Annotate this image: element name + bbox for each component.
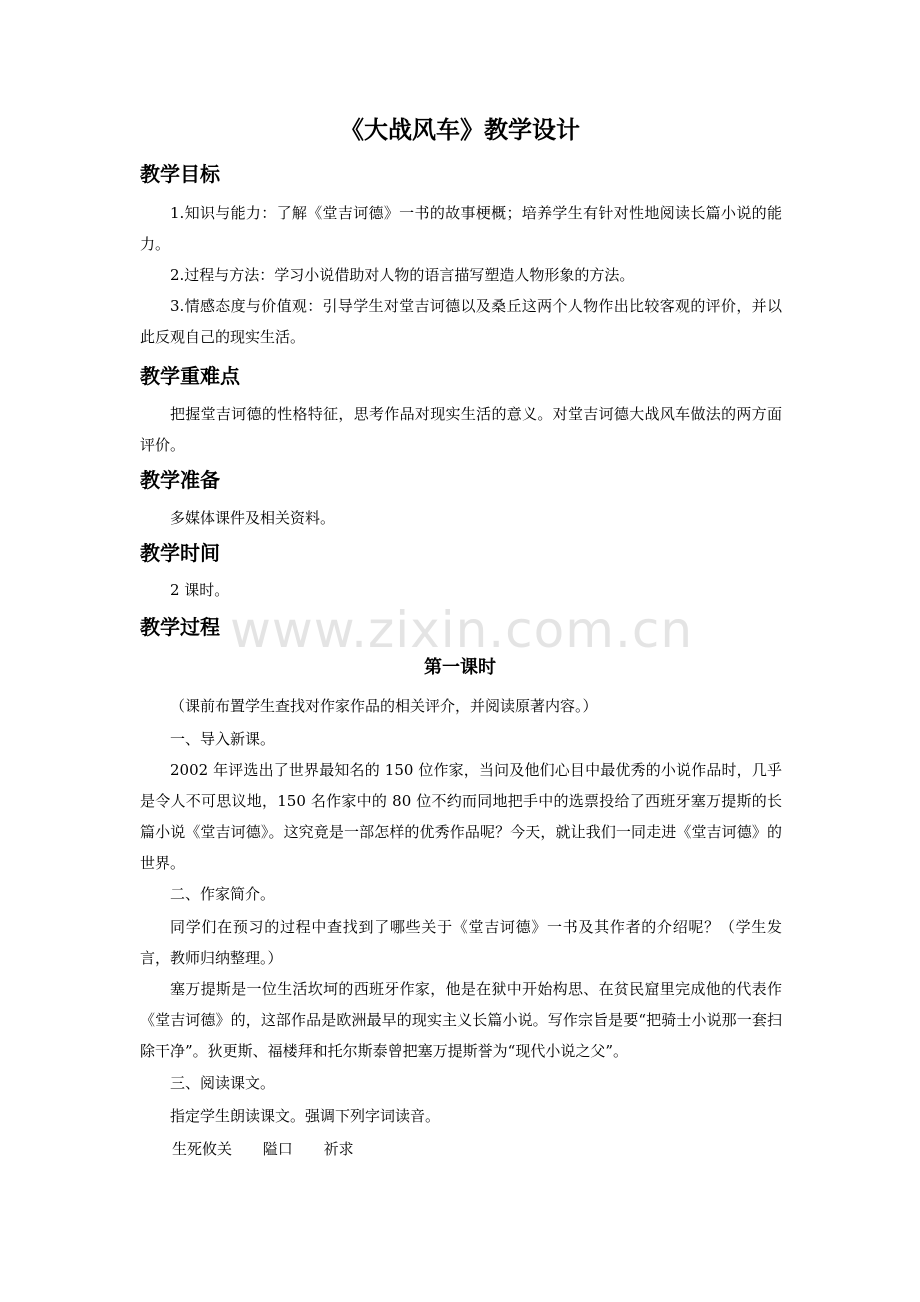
term-2: 隘口 (262, 1140, 293, 1158)
keypoints-text: 把握堂吉诃德的性格特征，思考作品对现实生活的意义。对堂吉诃德大战风车做法的两方面评价。 (140, 405, 782, 454)
goal-item-3: 3.情感态度与价值观：引导学生对堂吉诃德以及桑丘这两个人物作出比较客观的评价，并以此反观自己的现实生活。 (140, 297, 782, 346)
preparation-text: 多媒体课件及相关资料。 (170, 509, 336, 527)
goal-item-1: 1.知识与能力：了解《堂吉诃德》一书的故事梗概；培养学生有针对性地阅读长篇小说的能力。 (140, 204, 782, 253)
process-step-1: 一、导入新课。 (170, 730, 276, 748)
heading-preparation: 教学准备 (140, 468, 220, 492)
process-step-3: 三、阅读课文。 (170, 1074, 276, 1092)
process-paragraph-intro: 2002 年评选出了世界最知名的 150 位作家，当问及他们心目中最优秀的小说作品时，几乎是令人不可思议地，150 名作家中的 80 位不约而同地把手中的选票投给了西班牙塞万提斯的长篇小说《堂吉诃德》。这究竟是一部怎样的优秀作品呢？今天，就让我们一同走进《堂吉诃德》的世界。 (140, 761, 782, 872)
process-paragraph-author: 塞万提斯是一位生活坎坷的西班牙作家，他是在狱中开始构思、在贫民窟里完成他的代表作《堂吉诃德》的，这部作品是欧洲最早的现实主义长篇小说。写作宗旨是要“把骑士小说那一套扫除干净”。狄更斯、福楼拜和托尔斯泰曾把塞万提斯誉为“现代小说之父”。 (140, 980, 782, 1060)
process-paragraph-reading: 指定学生朗读课文。强调下列字词读音。 (170, 1107, 441, 1125)
heading-time: 教学时间 (140, 541, 220, 565)
process-step-2: 二、作家简介。 (170, 885, 276, 903)
lesson-title: 第一课时 (424, 657, 496, 678)
term-3: 祈求 (323, 1140, 354, 1158)
process-paragraph-question: 同学们在预习的过程中查找到了哪些关于《堂吉诃德》一书及其作者的介绍呢？（学生发言，教师归纳整理。） (140, 918, 782, 967)
heading-goals: 教学目标 (140, 162, 220, 186)
goal-item-2: 2.过程与方法：学习小说借助对人物的语言描写塑造人物形象的方法。 (170, 266, 635, 284)
heading-process: 教学过程 (140, 615, 220, 639)
process-paragraph-prep: （课前布置学生查找对作家作品的相关评介，并阅读原著内容。） (170, 697, 598, 715)
vocabulary-terms (172, 1137, 380, 1161)
heading-keypoints: 教学重难点 (140, 364, 240, 388)
time-text: 2 课时。 (170, 581, 230, 599)
term-1: 生死攸关 (172, 1140, 233, 1158)
watermark: www.zixin.com.cn (230, 601, 694, 659)
document-title: 《大战风车》教学设计 (340, 116, 580, 144)
